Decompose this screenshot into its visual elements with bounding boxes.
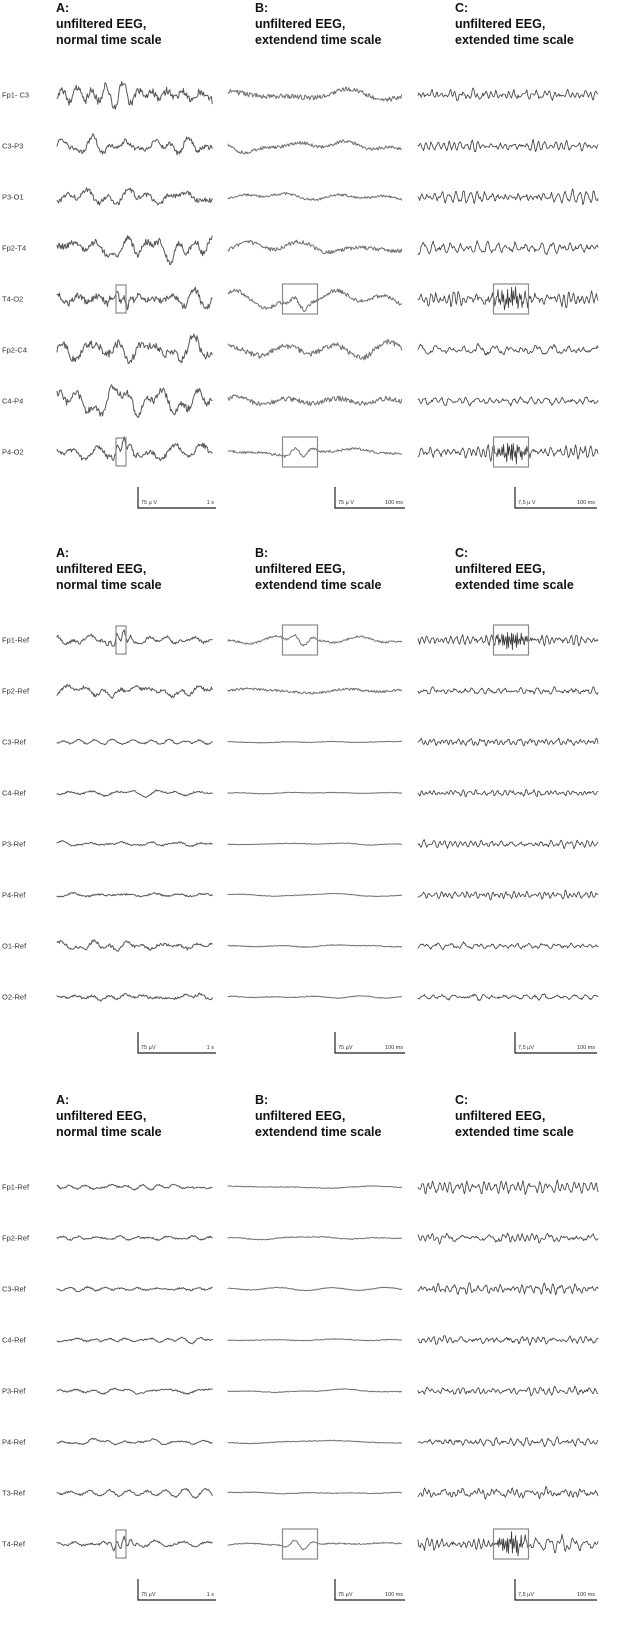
- channel-label: Fp1-Ref: [2, 635, 30, 645]
- eeg-trace-p3-ref-panel-c: [418, 1386, 598, 1396]
- channel-label: P3-Ref: [2, 1386, 26, 1396]
- scale-voltage-label: 75 µV: [338, 1592, 353, 1598]
- channel-label: O1-Ref: [2, 941, 27, 951]
- panel-header-line1: unfiltered EEG,: [255, 1109, 346, 1123]
- panel-header-letter: B:: [255, 1, 269, 15]
- panel-header-line2: normal time scale: [56, 33, 162, 47]
- eeg-trace-p3-ref-panel-a: [57, 840, 212, 846]
- eeg-trace-fp2-ref-panel-a: [57, 1235, 212, 1240]
- eeg-trace-c3-ref-panel-b: [228, 741, 402, 743]
- eeg-trace-o1-ref-panel-c: [418, 942, 598, 950]
- panel-header-line2: extendend time scale: [255, 578, 382, 592]
- panel-header-line2: extended time scale: [455, 1125, 574, 1139]
- eeg-trace-p4-ref-panel-c: [418, 890, 598, 900]
- channel-label: P3-O1: [2, 192, 24, 202]
- channel-label: C4-P4: [2, 396, 24, 406]
- eeg-trace-fp1-ref-panel-b: [228, 1186, 402, 1189]
- eeg-trace-c4-ref-panel-b: [228, 792, 402, 794]
- eeg-trace-p4-ref-panel-a: [57, 893, 212, 897]
- panel-header-line1: unfiltered EEG,: [455, 17, 546, 31]
- panel-header-line2: normal time scale: [56, 1125, 162, 1139]
- scale-voltage-label: 75 µV: [141, 1045, 156, 1051]
- eeg-trace-o2-ref-panel-a: [57, 993, 212, 1001]
- scale-voltage-label: 75 µV: [338, 1045, 353, 1051]
- eeg-trace-p3-ref-panel-c: [418, 840, 598, 849]
- panel-header-line2: extended time scale: [455, 33, 574, 47]
- eeg-block-3: [2, 1093, 598, 1600]
- channel-label: P4-Ref: [2, 890, 26, 900]
- scale-time-label: 100 ms: [384, 1045, 403, 1051]
- eeg-trace-fp2-t4-panel-a: [57, 236, 212, 265]
- panel-header-line2: extendend time scale: [255, 33, 382, 47]
- eeg-trace-c3-ref-panel-c: [418, 1283, 598, 1295]
- eeg-trace-p3-ref-panel-b: [228, 843, 402, 845]
- channel-label: C3-Ref: [2, 1284, 26, 1294]
- scale-time-label: 100 ms: [384, 1592, 403, 1598]
- scale-voltage-label: 7,5 µV: [518, 1045, 535, 1051]
- eeg-trace-fp2-ref-panel-c: [418, 1233, 598, 1244]
- eeg-trace-t4-ref-panel-b: [228, 1540, 402, 1549]
- eeg-block-2: [2, 546, 598, 1053]
- channel-label: Fp1-Ref: [2, 1182, 30, 1192]
- eeg-trace-fp2-ref-panel-b: [228, 1237, 402, 1240]
- eeg-trace-c4-p4-panel-a: [57, 385, 212, 418]
- eeg-trace-c4-ref-panel-a: [57, 1337, 212, 1344]
- eeg-trace-fp2-c4-panel-a: [57, 334, 212, 364]
- eeg-trace-o2-ref-panel-b: [228, 996, 402, 999]
- channel-label: Fp2-Ref: [2, 1233, 30, 1243]
- eeg-trace-c3-ref-panel-a: [57, 739, 212, 745]
- eeg-trace-fp1-ref-panel-b: [228, 635, 402, 646]
- eeg-trace-fp1-c3-panel-c: [418, 88, 598, 101]
- channel-label: Fp2-T4: [2, 243, 27, 253]
- eeg-trace-c3-ref-panel-c: [418, 738, 598, 746]
- scale-time-label: 100 ms: [384, 500, 403, 506]
- channel-label: C4-Ref: [2, 1335, 26, 1345]
- eeg-trace-t4-o2-panel-a: [57, 287, 212, 309]
- panel-header-letter: B:: [255, 546, 269, 560]
- eeg-trace-c3-ref-panel-a: [57, 1287, 212, 1292]
- eeg-trace-fp1-c3-panel-a: [57, 82, 212, 110]
- panel-header-line2: normal time scale: [56, 578, 162, 592]
- eeg-trace-c4-p4-panel-c: [418, 397, 598, 406]
- eeg-trace-t4-o2-panel-c: [418, 287, 598, 310]
- channel-label: P4-Ref: [2, 1437, 26, 1447]
- channel-label: C3-P3: [2, 141, 24, 151]
- scale-time-label: 100 ms: [576, 500, 595, 506]
- eeg-trace-c4-ref-panel-c: [418, 789, 598, 796]
- eeg-trace-o1-ref-panel-a: [57, 940, 212, 951]
- channel-label: P3-Ref: [2, 839, 26, 849]
- channel-label: C4-Ref: [2, 788, 26, 798]
- panel-header-letter: C:: [455, 546, 469, 560]
- channel-label: C3-Ref: [2, 737, 26, 747]
- panel-header-line1: unfiltered EEG,: [56, 562, 147, 576]
- panel-header-letter: A:: [56, 1, 70, 15]
- eeg-trace-t4-ref-panel-a: [57, 1536, 212, 1551]
- channel-label: T3-Ref: [2, 1488, 25, 1498]
- eeg-trace-c4-ref-panel-b: [228, 1339, 402, 1341]
- channel-label: Fp2-C4: [2, 345, 28, 355]
- scale-time-label: 1 s: [206, 1592, 214, 1598]
- panel-header-line1: unfiltered EEG,: [255, 562, 346, 576]
- eeg-trace-fp1-ref-panel-c: [418, 1180, 598, 1195]
- panel-header-line2: extended time scale: [455, 578, 574, 592]
- eeg-trace-o1-ref-panel-b: [228, 945, 402, 948]
- channel-label: O2-Ref: [2, 992, 27, 1002]
- eeg-trace-p3-ref-panel-b: [228, 1389, 402, 1393]
- panel-header-letter: A:: [56, 1093, 70, 1107]
- highlight-box: [283, 284, 318, 314]
- scale-time-label: 1 s: [206, 1045, 214, 1051]
- channel-label: T4-Ref: [2, 1539, 25, 1549]
- eeg-trace-c3-p3-panel-b: [228, 140, 402, 154]
- channel-label: Fp2-Ref: [2, 686, 30, 696]
- panel-header-letter: A:: [56, 546, 70, 560]
- eeg-trace-fp2-c4-panel-c: [418, 343, 598, 355]
- highlight-box: [283, 625, 318, 655]
- scale-voltage-label: 7,5 µ V: [518, 500, 536, 506]
- highlight-box: [116, 438, 126, 466]
- scale-time-label: 100 ms: [576, 1592, 595, 1598]
- eeg-trace-fp1-c3-panel-b: [228, 87, 402, 101]
- eeg-trace-fp1-ref-panel-c: [418, 633, 598, 650]
- scale-voltage-label: 75 µ V: [141, 500, 158, 506]
- eeg-trace-c4-p4-panel-b: [228, 395, 402, 406]
- panel-header-line1: unfiltered EEG,: [56, 1109, 147, 1123]
- eeg-trace-p4-o2-panel-a: [57, 437, 212, 461]
- eeg-trace-t3-ref-panel-c: [418, 1486, 598, 1499]
- eeg-trace-p4-o2-panel-c: [418, 443, 598, 464]
- panel-header-letter: B:: [255, 1093, 269, 1107]
- eeg-trace-p4-o2-panel-b: [228, 448, 402, 458]
- eeg-trace-p3-o1-panel-c: [418, 189, 598, 205]
- scale-time-label: 1 s: [206, 500, 214, 506]
- panel-header-line1: unfiltered EEG,: [56, 17, 147, 31]
- eeg-trace-c3-ref-panel-b: [228, 1287, 402, 1291]
- panel-header-line1: unfiltered EEG,: [255, 17, 346, 31]
- eeg-trace-p4-ref-panel-b: [228, 893, 402, 896]
- eeg-trace-t3-ref-panel-b: [228, 1492, 402, 1494]
- eeg-trace-p4-ref-panel-a: [57, 1438, 212, 1445]
- eeg-trace-fp2-ref-panel-b: [228, 688, 402, 694]
- panel-header-line1: unfiltered EEG,: [455, 1109, 546, 1123]
- eeg-trace-o2-ref-panel-c: [418, 994, 598, 1001]
- eeg-trace-c4-ref-panel-c: [418, 1335, 598, 1345]
- panel-header-letter: C:: [455, 1, 469, 15]
- highlight-box: [116, 1530, 126, 1558]
- eeg-trace-p4-ref-panel-c: [418, 1437, 598, 1447]
- eeg-trace-t4-ref-panel-c: [418, 1532, 598, 1556]
- panel-header-line1: unfiltered EEG,: [455, 562, 546, 576]
- eeg-trace-p3-o1-panel-b: [228, 192, 402, 200]
- eeg-trace-p3-ref-panel-a: [57, 1388, 212, 1394]
- eeg-trace-t3-ref-panel-a: [57, 1488, 212, 1498]
- eeg-trace-c4-ref-panel-a: [57, 790, 212, 798]
- channel-label: T4-O2: [2, 294, 24, 304]
- eeg-trace-c3-p3-panel-a: [57, 134, 212, 155]
- scale-voltage-label: 7,5 µV: [518, 1592, 535, 1598]
- scale-time-label: 100 ms: [576, 1045, 595, 1051]
- eeg-trace-fp1-ref-panel-a: [57, 1184, 212, 1190]
- eeg-trace-fp2-t4-panel-b: [228, 240, 402, 254]
- scale-voltage-label: 75 µV: [141, 1592, 156, 1598]
- eeg-trace-c3-p3-panel-c: [418, 139, 598, 152]
- eeg-trace-p3-o1-panel-a: [57, 188, 212, 205]
- scale-voltage-label: 75 µ V: [338, 500, 355, 506]
- channel-label: Fp1- C3: [2, 90, 30, 100]
- eeg-trace-fp2-ref-panel-c: [418, 687, 598, 695]
- eeg-block-1: [2, 1, 598, 508]
- eeg-trace-fp2-c4-panel-b: [228, 339, 402, 360]
- channel-label: P4-O2: [2, 447, 24, 457]
- eeg-trace-t4-o2-panel-b: [228, 289, 402, 311]
- panel-header-line2: extendend time scale: [255, 1125, 382, 1139]
- panel-header-letter: C:: [455, 1093, 469, 1107]
- highlight-box: [283, 1529, 318, 1559]
- eeg-trace-p4-ref-panel-b: [228, 1440, 402, 1444]
- eeg-trace-fp2-t4-panel-c: [418, 241, 598, 255]
- eeg-trace-fp2-ref-panel-a: [57, 685, 212, 699]
- eeg-trace-fp1-ref-panel-a: [57, 630, 212, 646]
